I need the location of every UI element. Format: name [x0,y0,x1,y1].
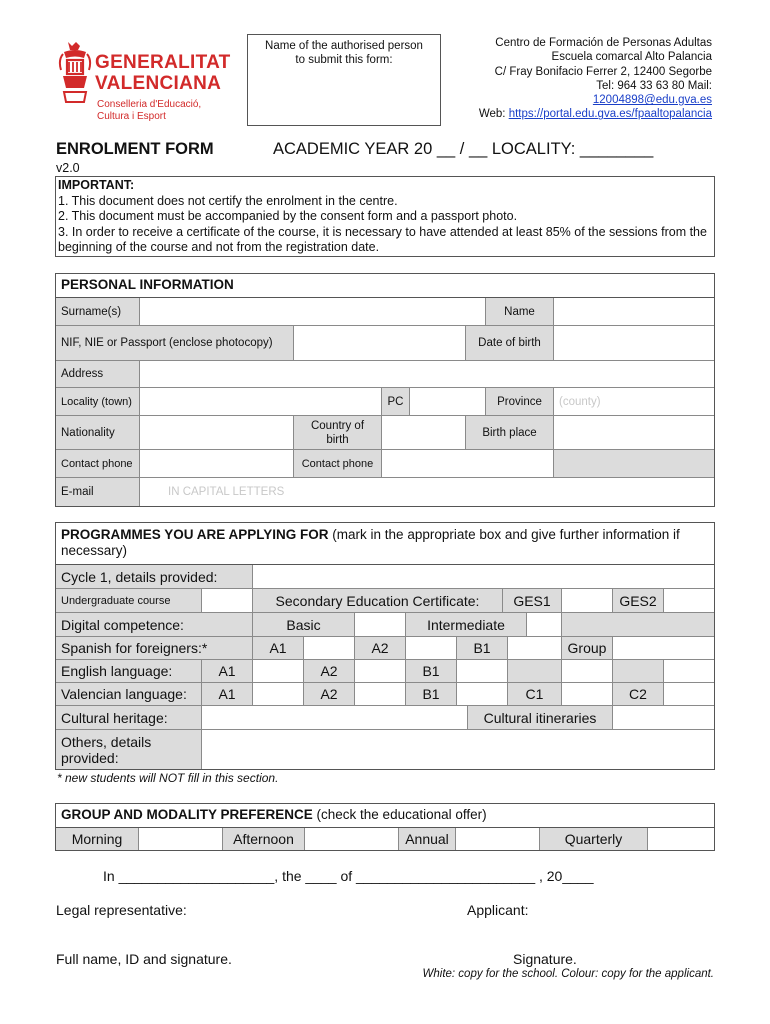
crest-icon [58,40,92,108]
important-item: 1. This document does not certify the enrolment in the centre. [58,193,398,208]
others-input[interactable] [202,730,714,769]
date-of-birth-input[interactable] [554,326,714,361]
cultural-itineraries-label: Cultural itineraries [468,706,613,730]
surname-input[interactable] [140,298,486,326]
group-modality-title [56,804,714,828]
english-b1-label: B1 [406,660,457,683]
logo-line1: GENERALITAT [95,52,231,73]
country-of-birth-input[interactable] [382,416,466,450]
intermediate-label: Intermediate [406,613,527,637]
address-input[interactable] [140,361,714,388]
valencian-a1-checkbox[interactable] [253,683,304,706]
contact-phone-2-input[interactable] [382,450,554,478]
valencian-c1-label: C1 [508,683,562,706]
group-title-bold: GROUP AND MODALITY PREFERENCE [61,807,313,822]
afternoon-checkbox[interactable] [305,828,399,850]
valencian-c2-checkbox[interactable] [664,683,714,706]
programmes-title [56,523,714,565]
name-label: Name [486,298,554,326]
english-a2-label: A2 [304,660,355,683]
spanish-group-input[interactable] [613,637,714,660]
locality-label: Locality (town) [56,388,140,416]
valencian-label: Valencian language: [56,683,202,706]
group-title-rest: (check the educational offer) [312,807,487,822]
programmes-title-bold: PROGRAMMES YOU ARE APPLYING FOR [61,527,329,542]
morning-checkbox[interactable] [139,828,223,850]
afternoon-label: Afternoon [223,828,305,850]
cycle1-label: Cycle 1, details provided: [56,565,253,589]
spanish-a2-label: A2 [355,637,406,660]
valencian-a1-label: A1 [202,683,253,706]
birth-place-input[interactable] [554,416,714,450]
undergraduate-label: Undergraduate course [56,589,202,613]
web-label: Web: [478,108,509,121]
contact-phone-2-extra [554,450,714,478]
valencian-b1-checkbox[interactable] [457,683,508,706]
valencian-b1-label: B1 [406,683,457,706]
english-a1-label: A1 [202,660,253,683]
quarterly-label: Quarterly [540,828,648,850]
birth-place-label: Birth place [466,416,554,450]
valencian-a2-checkbox[interactable] [355,683,406,706]
date-place-line[interactable]: In ____________________, the ____ of _______________________ , 20____ [103,868,594,884]
english-a2-checkbox[interactable] [355,660,406,683]
country-of-birth-label: Country of birth [294,416,382,450]
cultural-heritage-label: Cultural heritage: [56,706,202,730]
logo-subtitle [97,99,201,123]
basic-label: Basic [253,613,355,637]
english-blank-3 [613,660,664,683]
important-item: 3. In order to receive a certificate of the course, it is necessary to have attended at least 85% of the sessions from the beginning of the course and not from the registration date. [58,224,707,254]
english-a1-checkbox[interactable] [253,660,304,683]
province-label: Province [486,388,554,416]
english-blank-2 [562,660,613,683]
nationality-input[interactable] [140,416,294,450]
full-name-signature-label: Full name, ID and signature. [56,951,232,967]
english-b1-checkbox[interactable] [457,660,508,683]
programmes-section [55,522,715,770]
copy-footer-note: White: copy for the school. Colour: copy for the applicant. [422,968,714,980]
postcode-label: PC [382,388,410,416]
personal-information-title: PERSONAL INFORMATION [56,274,714,298]
programmes-title-rest: (mark in the appropriate box and give further information if necessary) [61,527,680,558]
valencian-a2-label: A2 [304,683,355,706]
ges1-label: GES1 [503,589,562,613]
quarterly-checkbox[interactable] [648,828,714,850]
spanish-label: Spanish for foreigners:* [56,637,253,660]
address-label: Address [56,361,140,388]
locality-input[interactable] [140,388,382,416]
email-label: E-mail [56,478,140,506]
important-notice [55,176,715,257]
important-title: IMPORTANT: [58,178,135,192]
contact-phone-2-label: Contact phone [294,450,382,478]
date-of-birth-label: Date of birth [466,326,554,361]
logo-sub1: Conselleria d'Educació, [97,99,202,110]
group-modality-section [55,803,715,851]
form-title: ENROLMENT FORM [56,140,214,158]
ges2-label: GES2 [613,589,664,613]
important-item: 2. This document must be accompanied by the consent form and a passport photo. [58,209,518,223]
logo-line2: VALENCIANA [95,73,222,94]
academic-year-locality: ACADEMIC YEAR 20 __ / __ LOCALITY: ________ [273,140,654,158]
morning-label: Morning [56,828,139,850]
legal-representative-label: Legal representative: [56,902,187,918]
ges2-checkbox[interactable] [664,589,714,613]
name-input[interactable] [554,298,714,326]
centre-email-link[interactable]: 12004898@edu.gva.es [592,94,712,107]
new-students-note: * new students will NOT fill in this section. [57,771,279,785]
others-label: Others, details provided: [56,730,202,769]
centre-tel: Tel: 964 33 63 80 Mail: [596,79,712,92]
centre-school: Escuela comarcal Alto Palancia [551,51,712,64]
valencian-c1-checkbox[interactable] [562,683,613,706]
cultural-itineraries-input[interactable] [613,706,714,730]
secondary-education-label: Secondary Education Certificate: [253,589,503,613]
logo-wordmark [95,52,231,94]
authorised-person-box[interactable] [247,34,441,126]
centre-address: C/ Fray Bonifacio Ferrer 2, 12400 Segorbe [494,65,712,78]
valencian-c2-label: C2 [613,683,664,706]
postcode-input[interactable] [410,388,486,416]
annual-label: Annual [399,828,456,850]
nif-label: NIF, NIE or Passport (enclose photocopy) [56,326,294,361]
centre-name: Centro de Formación de Personas Adultas [495,37,712,49]
undergraduate-checkbox[interactable] [202,589,253,613]
digital-competence-label: Digital competence: [56,613,253,637]
contact-phone-label: Contact phone [56,450,140,478]
personal-information-section [55,273,715,507]
annual-checkbox[interactable] [456,828,540,850]
english-blank-1 [508,660,562,683]
english-blank-4 [664,660,714,683]
form-version: v2.0 [56,161,80,175]
spanish-group-label: Group [562,637,613,660]
applicant-label: Applicant: [467,902,529,918]
signature-label: Signature. [513,951,577,967]
cycle1-input[interactable] [253,565,714,589]
spanish-a2-checkbox[interactable] [406,637,457,660]
digital-blank [562,613,714,637]
logo-sub2: Cultura i Esport [97,111,166,122]
contact-phone-input[interactable] [140,450,294,478]
surname-label: Surname(s) [56,298,140,326]
cultural-heritage-input[interactable] [202,706,468,730]
authorised-person-label: Name of the authorised person to submit this form: [265,40,423,66]
generalitat-logo [58,38,243,123]
province-input[interactable]: (county) [554,388,714,416]
spanish-a1-label: A1 [253,637,304,660]
centre-info [422,36,712,122]
nif-input[interactable] [294,326,466,361]
spanish-b1-checkbox[interactable] [508,637,562,660]
centre-web-link[interactable]: https://portal.edu.gva.es/fpaaltopalancia [508,108,712,121]
intermediate-checkbox[interactable] [527,613,562,637]
basic-checkbox[interactable] [355,613,406,637]
spanish-b1-label: B1 [457,637,508,660]
spanish-a1-checkbox[interactable] [304,637,355,660]
ges1-checkbox[interactable] [562,589,613,613]
english-label: English language: [56,660,202,683]
email-input[interactable]: IN CAPITAL LETTERS [168,486,285,498]
nationality-label: Nationality [56,416,140,450]
